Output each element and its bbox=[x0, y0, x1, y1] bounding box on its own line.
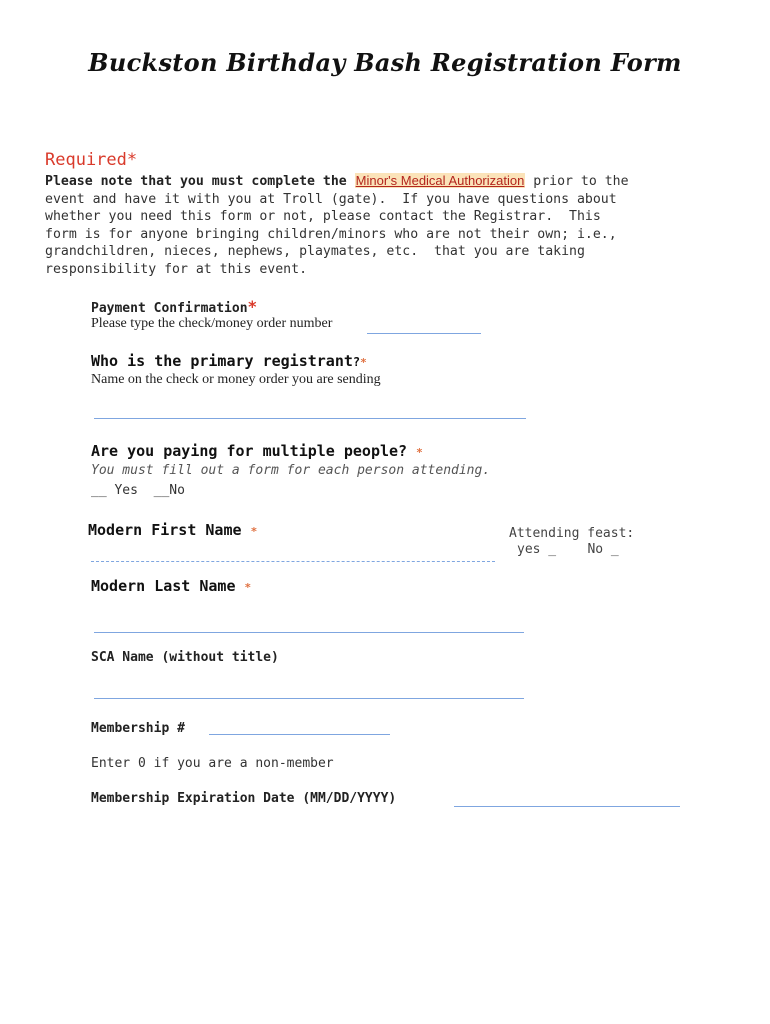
last-name-label-text: Modern Last Name bbox=[91, 577, 236, 595]
notice-rest: event and have it with you at Troll (gate). If you have questions about whether you need this form or not, please contact the Registrar. This form is for anyone bringing children/minors who are not their own; i.e., grandchildren, nieces, nephews, playmates, etc. that you are taking responsibility for at this event. bbox=[45, 191, 617, 277]
question-mark: ? bbox=[352, 355, 361, 369]
payment-description: Please type the check/money order number bbox=[91, 316, 333, 331]
multiple-people-description: You must fill out a form for each person attending. bbox=[91, 463, 491, 478]
minor-notice bbox=[45, 172, 735, 279]
required-star: * bbox=[244, 581, 252, 594]
sca-name-label: SCA Name (without title) bbox=[91, 650, 279, 665]
attending-feast-label: Attending feast: bbox=[509, 526, 635, 541]
notice-line1-rest: prior to the bbox=[525, 174, 629, 189]
multiple-label-text: Are you paying for multiple people? bbox=[91, 442, 408, 460]
minors-medical-authorization-link[interactable]: Minor's Medical Authorization bbox=[355, 173, 525, 188]
sca-name-field[interactable] bbox=[94, 698, 524, 699]
last-name-label bbox=[91, 577, 251, 595]
payment-confirmation-label bbox=[91, 297, 257, 316]
payment-number-field[interactable] bbox=[367, 333, 481, 334]
required-star: * bbox=[247, 297, 258, 316]
primary-registrant-label bbox=[91, 352, 367, 370]
membership-number-label: Membership # bbox=[91, 721, 185, 736]
multiple-people-options[interactable]: __ Yes __No bbox=[91, 483, 185, 498]
non-member-hint: Enter 0 if you are a non-member bbox=[91, 756, 334, 771]
required-label: Required* bbox=[45, 150, 138, 170]
required-star: * bbox=[360, 356, 367, 369]
payment-label-text: Payment Confirmation bbox=[91, 301, 248, 316]
multiple-people-label bbox=[91, 442, 423, 460]
membership-number-field[interactable] bbox=[209, 734, 390, 735]
first-name-label-text: Modern First Name bbox=[88, 521, 242, 539]
attending-feast-options[interactable]: yes _ No _ bbox=[517, 542, 619, 557]
last-name-field[interactable] bbox=[94, 632, 524, 633]
first-name-field[interactable] bbox=[91, 561, 495, 562]
notice-bold-text: Please note that you must complete the bbox=[45, 174, 355, 189]
first-name-label bbox=[88, 521, 257, 539]
membership-expiration-label: Membership Expiration Date (MM/DD/YYYY) bbox=[91, 791, 397, 806]
required-star: * bbox=[250, 525, 258, 538]
required-star: * bbox=[416, 446, 423, 459]
primary-registrant-field[interactable] bbox=[94, 418, 526, 419]
primary-label-text: Who is the primary registrant bbox=[91, 352, 353, 370]
primary-registrant-description: Name on the check or money order you are sending bbox=[91, 372, 381, 387]
membership-expiration-field[interactable] bbox=[454, 806, 680, 807]
form-title: Buckston Birthday Bash Registration Form bbox=[88, 48, 682, 77]
